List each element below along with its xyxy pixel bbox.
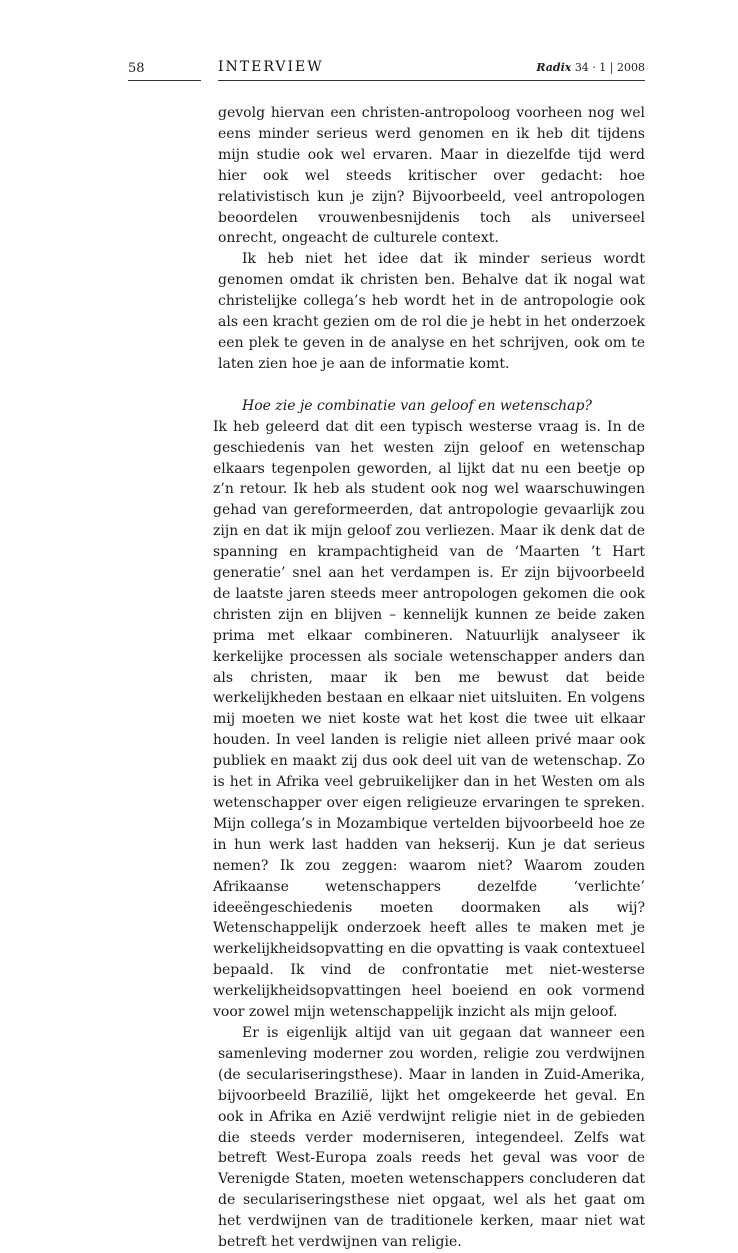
journal-issue: 34 · 1 | 2008	[574, 61, 645, 74]
body-paragraph: Ik heb geleerd dat dit een typisch westerse vraag is. In de geschiedenis van het westen zijn geloof en wetenschap elkaars tegenpolen geworden, al lijkt dat nu een beetje op z’n retour. Ik heb als student ook nog wel waarschuwingen gehad van gereformeerden, dat antropologie gevaarlijk zou zijn en dat ik mijn geloof zou verliezen. Maar ik denk dat de spanning en krampachtigheid van de ‘Maarten ’t Hart generatie’ snel aan het verdampen is. Er zijn bijvoorbeeld de laatste jaren steeds meer antropologen gekomen die ook christen zijn en blijven – kennelijk kunnen ze beide zaken prima met elkaar combineren. Natuurlijk analyseer ik kerkelijke processen als sociale wetenschapper anders dan als christen, maar ik ben me bewust dat beide werkelijkheden bestaan en elkaar niet uitsluiten. En volgens mij moeten we niet koste wat het kost die twee uit elkaar houden. In veel landen is religie niet alleen privé maar ook publiek en maakt zij dus ook deel uit van de wetenschap. Zo is het in Afrika veel gebruikelijker dan in het Westen om als wetenschapper over eigen religieuze ervaringen te spreken. Mijn collega’s in Mozambique vertelden bijvoorbeeld hoe ze in hun werk last hadden van hekserij. Kun je dat serieus nemen? Ik zou zeggen: waarom niet? Waarom zouden Afrikaanse wetenschappers dezelfde ‘verlichte’ ideeëngeschiedenis moeten doormaken als wij? Wetenschappelijk onderzoek heeft alles te maken met je werkelijkheidsopvatting en die opvatting is vaak contextueel bepaald. Ik vind de confrontatie met niet-westerse werkelijkheidsopvattingen heel boeiend en ook vormend voor zowel mijn wetenschappelijk inzicht als mijn geloof.	[213, 418, 645, 1021]
article-body	[213, 103, 645, 1253]
body-paragraph: Er is eigenlijk altijd van uit gegaan dat wanneer een samenleving moderner zou worden, religie zou verdwijnen (de seculariseringsthese). Maar in landen in Zuid-Amerika, bijvoorbeeld Brazilië, lijkt het omgekeerde het geval. En ook in Afrika en Azië verdwijnt religie niet in de gebieden die steeds verder moderniseren, integendeel. Zelfs wat betreft West-Europa zoals reeds het geval was voor de Verenigde Staten, moeten wetenschappers concluderen dat de seculariseringsthese niet opgaat, wel als het gaat om het verdwijnen van de traditionele kerken, maar niet wat betreft het verdwijnen van religie.	[218, 1024, 645, 1251]
page-number: 58	[128, 61, 145, 76]
interview-question: Hoe zie je combinatie van geloof en wetenschap?	[242, 397, 592, 414]
body-paragraph: Ik heb niet het idee dat ik minder serieus wordt genomen omdat ik christen ben. Behalve dat ik nogal wat christelijke collega’s heb wordt het in de antropologie ook als een kracht gezien om de rol die je hebt in het onderzoek een plek te geven in de analyse en het schrijven, ook om te laten zien hoe je aan de informatie komt.	[218, 251, 645, 372]
body-paragraph: gevolg hiervan een christen-antropoloog voorheen nog wel eens minder serieus werd genomen en ik heb dit tijdens mijn studie ook wel ervaren. Maar in diezelfde tijd werd hier ook wel steeds kritischer over gedacht: hoe relativistisch kun je zijn? Bijvoorbeeld, veel antropologen beoordelen vrouwenbesnijdenis toch als universeel onrecht, ongeacht de culturele context.	[218, 105, 645, 247]
journal-name: Radix	[536, 61, 572, 74]
header-rule-right	[218, 80, 645, 81]
running-header	[536, 61, 645, 74]
section-title: INTERVIEW	[218, 59, 324, 75]
header-rule-left	[128, 80, 201, 81]
